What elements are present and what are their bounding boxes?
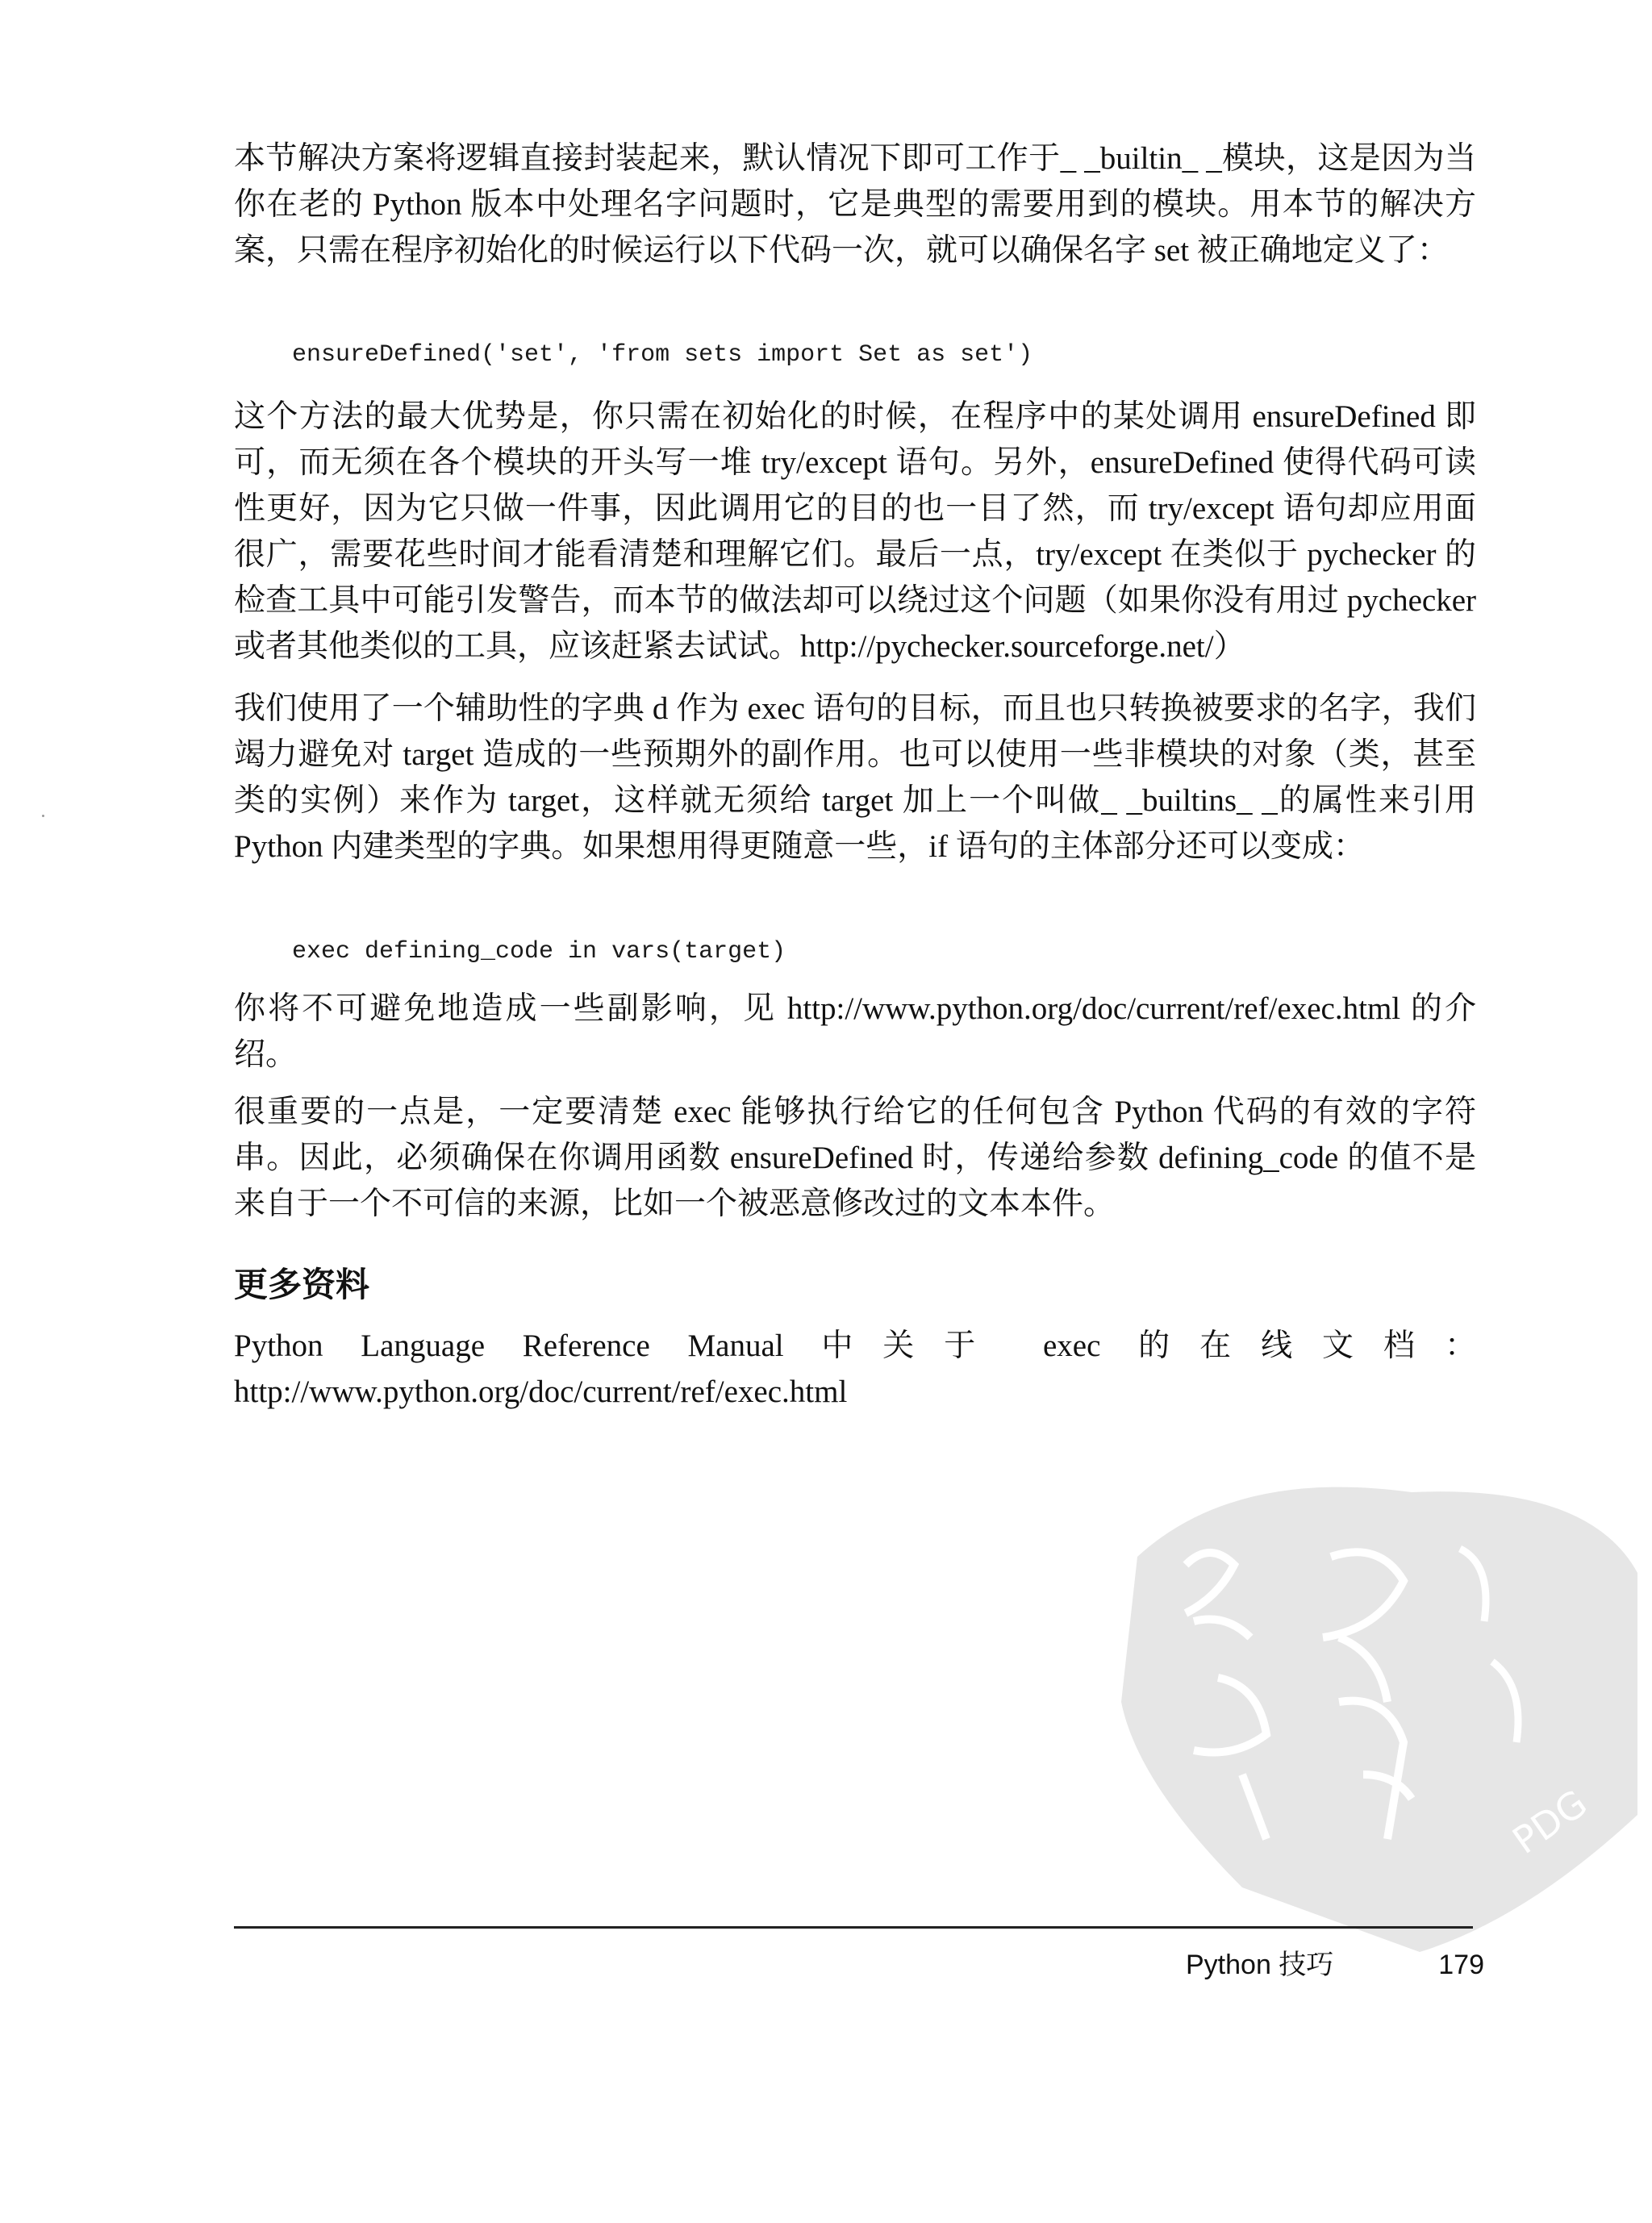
code-exec-vars: exec defining_code in vars(target) (292, 938, 786, 966)
section-heading-more-info: 更多资料 (234, 1265, 370, 1304)
paragraph-advantages: 这个方法的最大优势是，你只需在初始化的时候，在程序中的某处调用 ensureDefined 即可，而无须在各个模块的开头写一堆 try/except 语句。另外，ensureDefined 使得代码可读性更好，因为它只做一件事，因此调用它的目的也一目了然，而 try/except 语句却应用面很广，需要花些时间才能看清楚和理解它们。最后一点，try/except 在类似于 pychecker 的检查工具中可能引发警告，而本节的做法却可以绕过这个问题（如果你没有用过 pychecker 或者其他类似的工具，应该赶紧去试试。http://pychecker.sourceforge.net/） (234, 399, 1476, 664)
footer-rule (234, 1926, 1473, 1929)
paragraph-security-note: 很重要的一点是，一定要清楚 exec 能够执行给它的任何包含 Python 代码的有效的字符串。因此，必须确保在你调用函数 ensureDefined 时，传递给参数 defining_code 的值不是来自于一个不可信的来源，比如一个被恶意修改过的文本本件。 (234, 1095, 1476, 1221)
paragraph-solution-intro: 本节解决方案将逻辑直接封装起来，默认情况下即可工作于_ _builtin_ _模块，这是因为当你在老的 Python 版本中处理名字问题时，它是典型的需要用到的模块。用本节的解决方案，只需在程序初始化的时候运行以下代码一次，就可以确保名字 set 被正确地定义了： (234, 141, 1476, 268)
footer-book-title: Python 技巧 (1186, 1950, 1334, 1980)
code-ensure-defined: ensureDefined('set', 'from sets import Set as set') (292, 341, 1033, 369)
paragraph-helper-dict: 我们使用了一个辅助性的字典 d 作为 exec 语句的目标，而且也只转换被要求的名字，我们竭力避免对 target 造成的一些预期外的副作用。也可以使用一些非模块的对象（类，甚至类的实例）来作为 target，这样就无须给 target 加上一个叫做_ _builtins_ _的属性来引用 Python 内建类型的字典。如果想用得更随意一些，if 语句的主体部分还可以变成： (234, 691, 1476, 864)
library-seal-watermark (1073, 1436, 1652, 1968)
paragraph-side-effects: 你将不可避免地造成一些副影响，见 http://www.python.org/doc/current/ref/exec.html 的介绍。 (234, 991, 1476, 1072)
pdg-stamp-text: PDG (1504, 1781, 1596, 1863)
scan-speck (42, 815, 44, 817)
page-number: 179 (1438, 1950, 1484, 1980)
paragraph-reference: Python Language Reference Manual 中关于 exec 的在线文档：http://www.python.org/doc/current/ref/exec.html (234, 1328, 1476, 1409)
